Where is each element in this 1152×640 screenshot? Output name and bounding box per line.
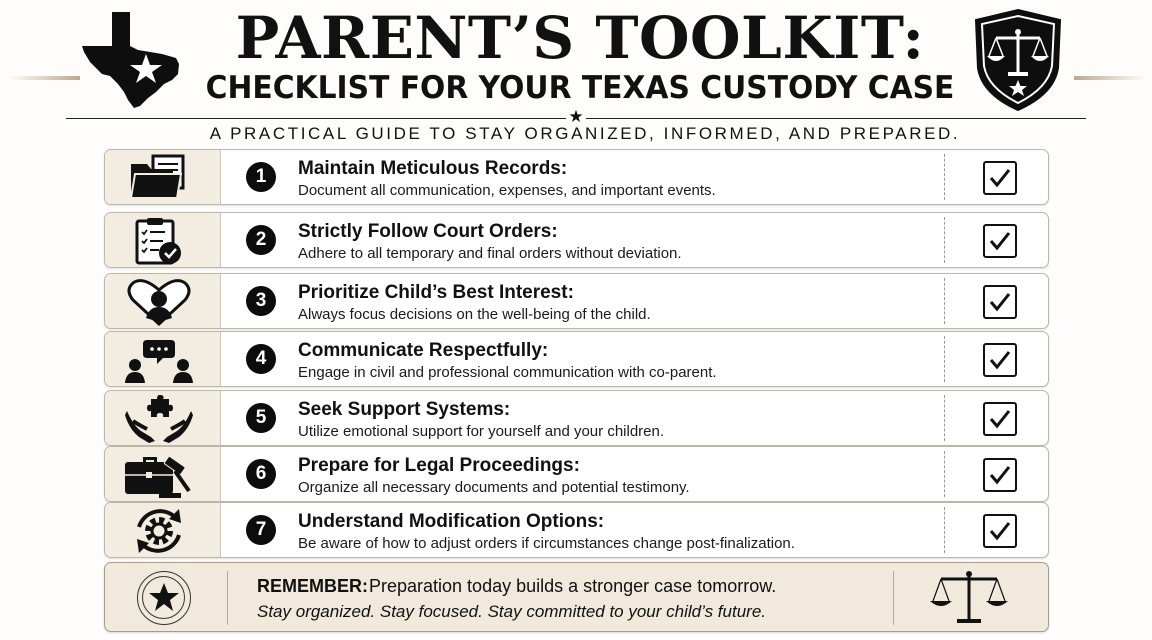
clipboard-check-icon: [125, 217, 193, 265]
item-description: Organize all necessary documents and potential testimony.: [298, 479, 690, 496]
checklist-item-6: [104, 446, 1049, 502]
item-description: Utilize emotional support for yourself and your children.: [298, 423, 665, 440]
item-number: 2: [246, 225, 276, 255]
icon-panel: [105, 332, 221, 386]
banner-divider-left: [227, 571, 228, 625]
gear-cycle-icon: [125, 507, 193, 555]
remember-label: REMEMBER:: [257, 576, 368, 596]
item-title: Prepare for Legal Proceedings:: [298, 455, 580, 476]
page-subtitle: CHECKLIST FOR YOUR TEXAS CUSTODY CASE: [205, 70, 955, 106]
checklist-item-7: [104, 502, 1049, 558]
hands-puzzle-icon: [125, 395, 193, 443]
icon-panel: [105, 274, 221, 328]
right-accent-rule: [1074, 76, 1146, 80]
row-divider: [944, 278, 945, 324]
checkmark-icon: [987, 518, 1013, 544]
item-title: Communicate Respectfully:: [298, 340, 549, 361]
remember-message: Preparation today builds a stronger case tomorrow.: [369, 576, 777, 596]
checkbox-item-5[interactable]: [983, 402, 1017, 436]
checklist-item-5: [104, 390, 1049, 446]
checkmark-icon: [987, 289, 1013, 315]
remember-motto: Stay organized. Stay focused. Stay committed to your child’s future.: [257, 602, 766, 621]
divider-star-icon: ★: [566, 106, 586, 128]
checklist-item-1: [104, 149, 1049, 205]
checkmark-icon: [987, 406, 1013, 432]
item-title: Maintain Meticulous Records:: [298, 158, 568, 179]
page-title: PARENT’S TOOLKIT:: [235, 4, 925, 72]
checklist-item-4: [104, 331, 1049, 387]
scales-icon: [927, 569, 1011, 627]
item-number: 5: [246, 403, 276, 433]
star-badge-icon: [137, 571, 191, 625]
item-number: 3: [246, 286, 276, 316]
checkbox-item-3[interactable]: [983, 285, 1017, 319]
remember-banner: [104, 562, 1049, 632]
checkmark-icon: [987, 165, 1013, 191]
checkbox-item-6[interactable]: [983, 458, 1017, 492]
icon-panel: [105, 503, 221, 557]
heart-child-icon: [125, 278, 193, 326]
banner-divider-right: [893, 571, 894, 625]
row-divider: [944, 507, 945, 553]
row-divider: [944, 451, 945, 497]
item-number: 6: [246, 459, 276, 489]
checkmark-icon: [987, 228, 1013, 254]
texas-star-icon: [82, 12, 184, 110]
item-title: Strictly Follow Court Orders:: [298, 221, 558, 242]
checkbox-item-7[interactable]: [983, 514, 1017, 548]
item-description: Adhere to all temporary and final orders without deviation.: [298, 245, 682, 262]
item-number: 7: [246, 515, 276, 545]
checkmark-icon: [987, 462, 1013, 488]
checkmark-icon: [987, 347, 1013, 373]
checklist-item-2: [104, 212, 1049, 268]
row-divider: [944, 154, 945, 200]
checkbox-item-1[interactable]: [983, 161, 1017, 195]
row-divider: [944, 336, 945, 382]
item-title: Prioritize Child’s Best Interest:: [298, 282, 574, 303]
item-description: Be aware of how to adjust orders if circumstances change post-finalization.: [298, 535, 795, 552]
checkbox-item-2[interactable]: [983, 224, 1017, 258]
icon-panel: [105, 391, 221, 445]
folder-documents-icon: [125, 154, 193, 202]
icon-panel: [105, 150, 221, 204]
row-divider: [944, 217, 945, 263]
item-title: Understand Modification Options:: [298, 511, 605, 532]
item-number: 1: [246, 162, 276, 192]
item-title: Seek Support Systems:: [298, 399, 511, 420]
icon-panel: [105, 213, 221, 267]
checkbox-item-4[interactable]: [983, 343, 1017, 377]
checklist-item-3: [104, 273, 1049, 329]
item-number: 4: [246, 344, 276, 374]
row-divider: [944, 395, 945, 441]
left-accent-rule: [8, 76, 80, 80]
tagline: A PRACTICAL GUIDE TO STAY ORGANIZED, INFORMED, AND PREPARED.: [209, 124, 961, 143]
scales-shield-icon: [972, 8, 1064, 112]
people-chat-icon: [125, 336, 193, 384]
item-description: Document all communication, expenses, and important events.: [298, 182, 716, 199]
item-description: Engage in civil and professional communication with co-parent.: [298, 364, 717, 381]
item-description: Always focus decisions on the well-being of the child.: [298, 306, 651, 323]
briefcase-gavel-icon: [125, 451, 193, 499]
icon-panel: [105, 447, 221, 501]
